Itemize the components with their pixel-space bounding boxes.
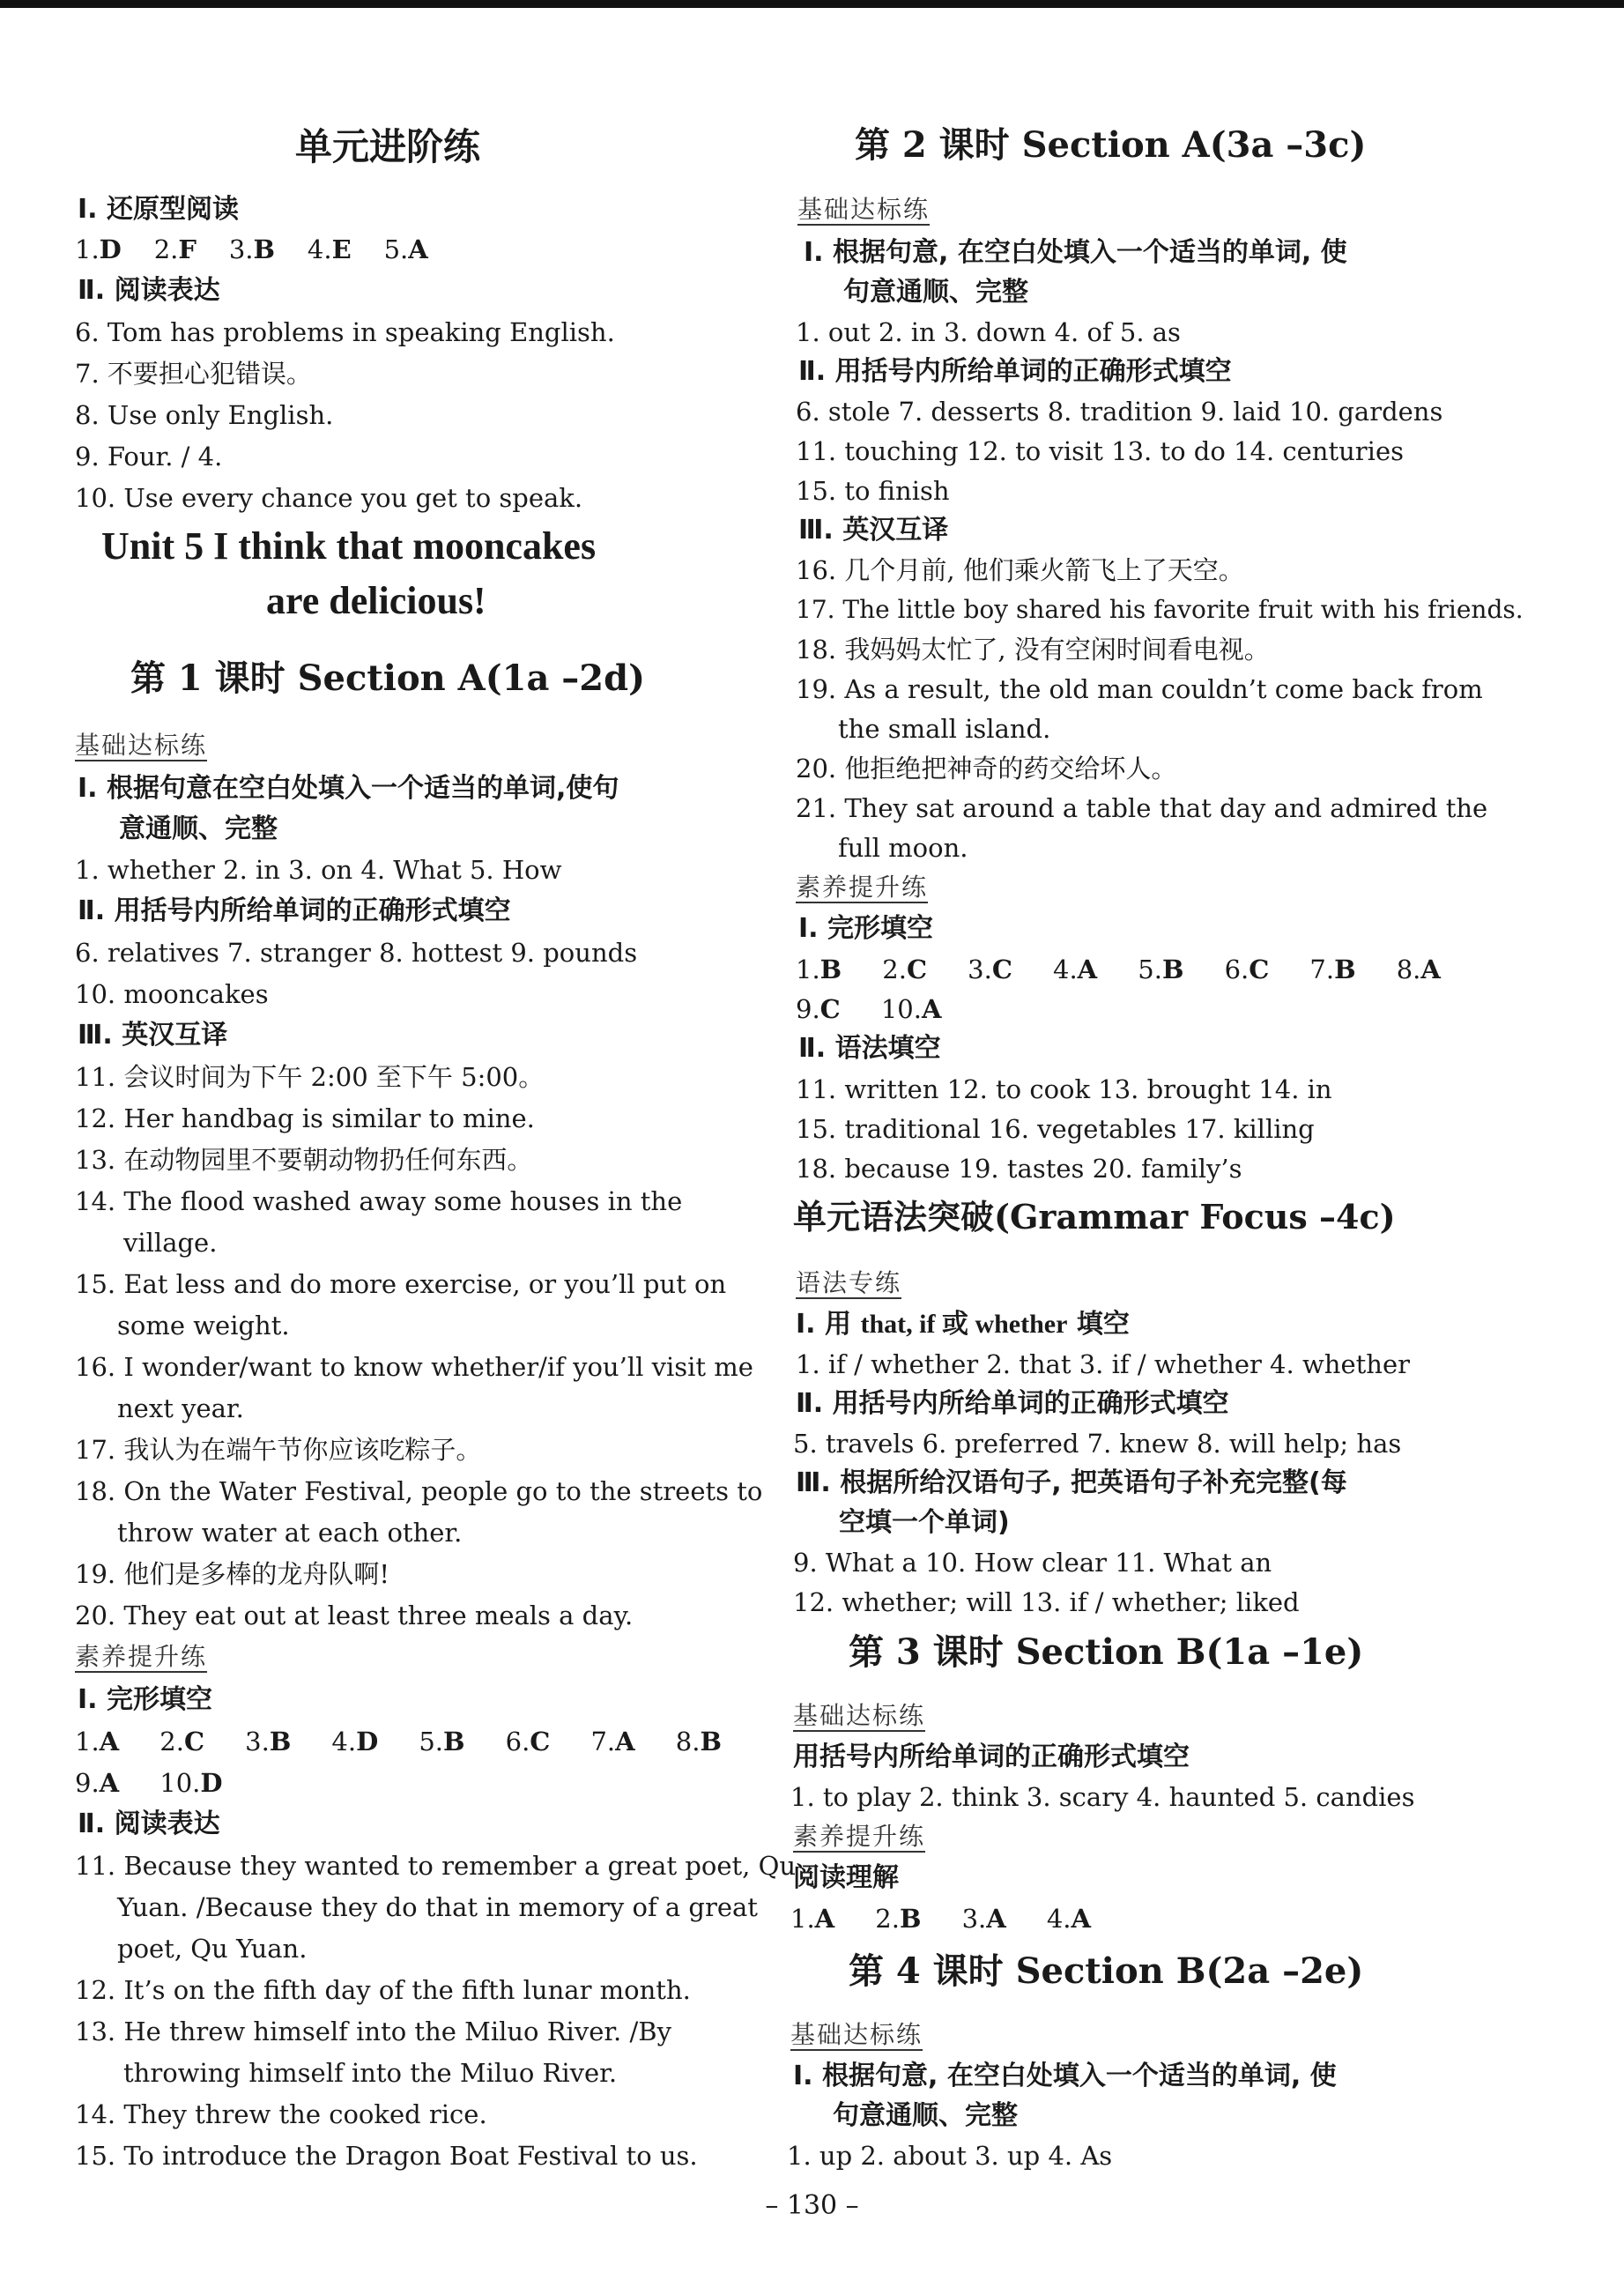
answer-row: 1.B 2.C 3.C 4.A 5.B 6.C 7.B 8.A bbox=[796, 954, 1441, 984]
improvement-practice-tag: 素养提升练 bbox=[796, 873, 929, 902]
section-heading: Ⅰ. 用 that, if 或 whether 填空 bbox=[796, 1309, 1130, 1340]
answer-line: 15. traditional 16. vegetables 17. killing bbox=[796, 1114, 1315, 1144]
answer-line: 18. 我妈妈太忙了, 没有空闲时间看电视。 bbox=[796, 635, 1270, 665]
answer-line: 20. 他拒绝把神奇的药交给坏人。 bbox=[796, 754, 1177, 784]
answer-row: 1.D 2.F 3.B 4.E 5.A bbox=[75, 234, 428, 264]
answer-row: 1.A 2.B 3.A 4.A bbox=[790, 1904, 1092, 1934]
answer-line: 10. mooncakes bbox=[75, 979, 269, 1009]
answer-line: 6. stole 7. desserts 8. tradition 9. laid 10. gardens bbox=[796, 397, 1443, 427]
section-heading: Ⅲ. 英汉互译 bbox=[798, 515, 949, 546]
lesson-title: 第 3 课时 Section B(1a –1e) bbox=[849, 1631, 1364, 1673]
section-heading: Ⅲ. 英汉互译 bbox=[78, 1020, 228, 1051]
basic-practice-tag: 基础达标练 bbox=[790, 2020, 923, 2049]
answer-line: 8. Use only English. bbox=[75, 400, 334, 430]
section-heading: Ⅲ. 根据所给汉语句子, 把英语句子补充完整(每 bbox=[796, 1467, 1347, 1498]
section-heading: Ⅰ. 完形填空 bbox=[798, 913, 934, 944]
answer-line: next year. bbox=[117, 1393, 244, 1423]
answer-line: Yuan. /Because they do that in memory of a great bbox=[117, 1892, 758, 1922]
basic-practice-tag: 基础达标练 bbox=[793, 1701, 926, 1730]
answer-line: 21. They sat around a table that day and admired the bbox=[796, 793, 1488, 823]
answer-line: 15. Eat less and do more exercise, or you’ll put on bbox=[75, 1269, 727, 1299]
answer-line: 6. relatives 7. stranger 8. hottest 9. pounds bbox=[75, 938, 638, 968]
answer-line: 15. To introduce the Dragon Boat Festival to us. bbox=[75, 2141, 698, 2171]
answer-line: 18. because 19. tastes 20. family’s bbox=[796, 1154, 1242, 1184]
section-heading: 空填一个单词) bbox=[839, 1507, 1010, 1538]
answer-line: 13. 在动物园里不要朝动物扔任何东西。 bbox=[75, 1145, 533, 1175]
answer-line: poet, Qu Yuan. bbox=[117, 1934, 308, 1964]
answer-row: 9.C 10.A bbox=[796, 994, 942, 1024]
answer-line: 1. up 2. about 3. up 4. As bbox=[787, 2141, 1113, 2171]
answer-line: 18. On the Water Festival, people go to the streets to bbox=[75, 1476, 763, 1506]
answer-line: throw water at each other. bbox=[117, 1518, 463, 1548]
unit-practice-title: 单元进阶练 bbox=[295, 125, 481, 168]
answer-line: 6. Tom has problems in speaking English. bbox=[75, 317, 615, 347]
page-number: – 130 – bbox=[765, 2190, 859, 2221]
answer-line: 12. Her handbag is similar to mine. bbox=[75, 1103, 535, 1133]
answer-line: throwing himself into the Miluo River. bbox=[123, 2058, 618, 2088]
answer-line: 7. 不要担心犯错误。 bbox=[75, 359, 312, 389]
section-heading: Ⅱ. 用括号内所给单词的正确形式填空 bbox=[798, 356, 1232, 387]
section-heading: Ⅱ. 阅读表达 bbox=[78, 275, 220, 306]
section-heading: Ⅰ. 完形填空 bbox=[78, 1684, 213, 1715]
answer-line: 14. The flood washed away some houses in the bbox=[75, 1186, 683, 1216]
answer-line: 13. He threw himself into the Miluo River. /By bbox=[75, 2016, 671, 2046]
basic-practice-tag: 基础达标练 bbox=[75, 731, 208, 760]
section-heading: 阅读理解 bbox=[793, 1862, 899, 1893]
basic-practice-tag: 基础达标练 bbox=[797, 195, 931, 224]
section-heading: Ⅰ. 根据句意, 在空白处填入一个适当的单词, 使 bbox=[793, 2061, 1337, 2091]
section-heading: Ⅰ. 根据句意在空白处填入一个适当的单词,使句 bbox=[78, 773, 619, 804]
section-heading: Ⅱ. 语法填空 bbox=[798, 1033, 941, 1064]
grammar-title: 单元语法突破(Grammar Focus –4c) bbox=[793, 1197, 1396, 1237]
answer-line: 16. 几个月前, 他们乘火箭飞上了天空。 bbox=[796, 555, 1244, 585]
answer-line: 17. 我认为在端午节你应该吃粽子。 bbox=[75, 1435, 482, 1465]
answer-line: 17. The little boy shared his favorite fruit with his friends. bbox=[796, 595, 1524, 624]
answer-row: 9.A 10.D bbox=[75, 1768, 223, 1798]
answer-line: 11. touching 12. to visit 13. to do 14. centuries bbox=[796, 436, 1404, 466]
section-heading: 意通顺、完整 bbox=[119, 813, 278, 844]
answer-line: 1. out 2. in 3. down 4. of 5. as bbox=[796, 317, 1181, 347]
answer-line: 11. written 12. to cook 13. brought 14. in bbox=[796, 1074, 1332, 1104]
lesson-title: 第 2 课时 Section A(3a –3c) bbox=[855, 124, 1367, 166]
improvement-practice-tag: 素养提升练 bbox=[75, 1642, 208, 1671]
answer-line: 1. to play 2. think 3. scary 4. haunted 5. candies bbox=[790, 1782, 1415, 1812]
answer-line: full moon. bbox=[838, 833, 968, 863]
lesson-title: 第 1 课时 Section A(1a –2d) bbox=[130, 657, 646, 699]
answer-line: 12. It’s on the fifth day of the fifth lunar month. bbox=[75, 1975, 691, 2005]
lesson-title: 第 4 课时 Section B(2a –2e) bbox=[849, 1950, 1364, 1992]
answer-line: 15. to finish bbox=[796, 476, 950, 506]
section-heading: 句意通顺、完整 bbox=[833, 2100, 1018, 2131]
section-heading: Ⅱ. 阅读表达 bbox=[78, 1809, 220, 1839]
answer-line: 1. whether 2. in 3. on 4. What 5. How bbox=[75, 855, 562, 885]
answer-line: 16. I wonder/want to know whether/if you’ll visit me bbox=[75, 1352, 753, 1382]
answer-line: some weight. bbox=[117, 1311, 290, 1341]
unit-title: Unit 5 I think that mooncakes bbox=[101, 524, 597, 568]
unit-title: are delicious! bbox=[266, 579, 486, 622]
section-heading: Ⅰ. 根据句意, 在空白处填入一个适当的单词, 使 bbox=[804, 237, 1347, 268]
answer-line: 19. 他们是多棒的龙舟队啊! bbox=[75, 1559, 389, 1589]
section-heading: Ⅱ. 用括号内所给单词的正确形式填空 bbox=[796, 1388, 1229, 1419]
answer-line: village. bbox=[123, 1228, 218, 1258]
answer-row: 1.A 2.C 3.B 4.D 5.B 6.C 7.A 8.B bbox=[75, 1727, 722, 1757]
grammar-practice-tag: 语法专练 bbox=[796, 1268, 902, 1297]
answer-line: 11. 会议时间为下午 2:00 至下午 5:00。 bbox=[75, 1062, 545, 1092]
answer-line: 14. They threw the cooked rice. bbox=[75, 2099, 487, 2129]
answer-line: 12. whether; will 13. if / whether; liked bbox=[793, 1587, 1300, 1617]
answer-line: 11. Because they wanted to remember a great poet, Qu bbox=[75, 1851, 797, 1881]
top-border bbox=[0, 0, 1624, 8]
answer-line: 20. They eat out at least three meals a day. bbox=[75, 1601, 634, 1630]
section-heading: Ⅱ. 用括号内所给单词的正确形式填空 bbox=[78, 895, 511, 926]
answer-line: the small island. bbox=[838, 714, 1051, 744]
improvement-practice-tag: 素养提升练 bbox=[793, 1822, 926, 1851]
answer-line: 9. Four. / 4. bbox=[75, 442, 223, 472]
answer-line: 19. As a result, the old man couldn’t come back from bbox=[796, 674, 1483, 704]
answer-line: 9. What a 10. How clear 11. What an bbox=[793, 1548, 1272, 1578]
answer-line: 5. travels 6. preferred 7. knew 8. will help; has bbox=[793, 1429, 1402, 1459]
section-heading: Ⅰ. 还原型阅读 bbox=[78, 194, 240, 225]
answer-line: 1. if / whether 2. that 3. if / whether 4. whether bbox=[796, 1349, 1410, 1379]
section-heading: 句意通顺、完整 bbox=[843, 277, 1028, 308]
answer-line: 10. Use every chance you get to speak. bbox=[75, 483, 583, 513]
section-heading: 用括号内所给单词的正确形式填空 bbox=[793, 1742, 1190, 1772]
